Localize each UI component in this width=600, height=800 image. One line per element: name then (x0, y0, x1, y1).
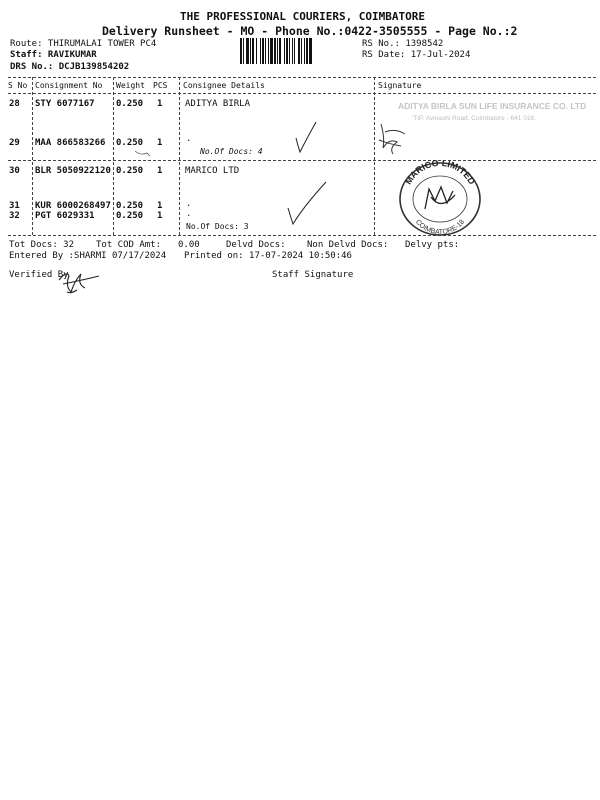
row-consignment: BLR 5050922120 (35, 166, 111, 176)
row-weight: 0.250 (116, 99, 144, 109)
barcode-bar (274, 38, 276, 64)
row-consignee: ADITYA BIRLA (185, 99, 251, 109)
rs-number: RS No.: 1398542 (362, 39, 444, 49)
col-divider (113, 77, 114, 235)
scribble-icon (133, 148, 153, 158)
barcode-bar (246, 38, 249, 64)
aditya-stamp-line1: ADITYA BIRLA SUN LIFE INSURANCE CO. LTD (398, 101, 587, 111)
header-signature: Signature (378, 81, 422, 90)
row-sno: 30 (9, 166, 20, 176)
marico-stamp-top-text: MARICO LIMITED (402, 157, 478, 187)
barcode-bar (284, 38, 285, 64)
col-divider (32, 77, 33, 235)
header-consignee: Consignee Details (183, 81, 265, 90)
row-pcs: 1 (157, 99, 163, 109)
row-consignment: MAA 866583266 (35, 138, 106, 148)
svg-text:COIMBATORE-18 (414, 219, 466, 237)
runsheet-subtitle: Delivery Runsheet - MO - Phone No.:0422-3505555 - Page No.:2 (102, 24, 518, 38)
header-sno: S No (8, 81, 28, 90)
barcode-bar (304, 38, 305, 64)
row-pcs: 1 (157, 211, 163, 221)
row-pcs: 1 (157, 166, 163, 176)
table-bottom-rule (8, 235, 596, 236)
delivery-points: Delvy pts: (405, 240, 460, 250)
marico-stamp-bottom-text: COIMBATORE-18 (413, 218, 467, 237)
barcode-bar (270, 38, 273, 64)
barcode-bar (262, 38, 264, 64)
tick-mark-icon (282, 178, 332, 228)
row-consignee: . (186, 199, 192, 209)
header-pcs: PCS (153, 81, 168, 90)
barcode-bar (306, 38, 308, 64)
barcode-bar (256, 38, 257, 64)
row-consignee: . (186, 134, 192, 144)
header-weight: Weight (116, 81, 145, 90)
row-consignee: MARICO LTD (185, 166, 240, 176)
barcode-bar (252, 38, 254, 64)
barcode-bar (301, 38, 302, 64)
barcode-bar (279, 38, 281, 64)
barcode-bar (298, 38, 300, 64)
barcode-bar (289, 38, 290, 64)
barcode-bar (268, 38, 269, 64)
row-sno: 31 (9, 201, 20, 211)
total-cod-label: Tot COD Amt: (96, 240, 162, 250)
marico-stamp-icon (395, 157, 485, 237)
row-sno: 28 (9, 99, 20, 109)
barcode-bar (277, 38, 278, 64)
row-pcs: 1 (157, 201, 163, 211)
aditya-stamp-line2: 'TIP, Avinashi Road, Coimbatore - 641 018. (412, 115, 536, 122)
group-divider (8, 160, 596, 161)
header-consignment: Consignment No (35, 81, 103, 90)
row-weight: 0.250 (116, 138, 144, 148)
delivered-docs: Delvd Docs: (226, 240, 286, 250)
verifier-signature-icon (55, 266, 105, 298)
barcode-bar (265, 38, 266, 64)
barcode-bar (286, 38, 288, 64)
row-consignment: KUR 6000268497 (35, 201, 111, 211)
verified-by: Verified By (9, 270, 69, 280)
row-weight: 0.250 (116, 211, 144, 221)
barcode-bar (260, 38, 261, 64)
row-pcs: 1 (157, 138, 163, 148)
drs-number: DRS No.: DCJB139854202 (10, 62, 130, 72)
staff-label: Staff: RAVIKUMAR (10, 50, 97, 60)
row-weight: 0.250 (116, 166, 144, 176)
non-delivered-docs: Non Delvd Docs: (307, 240, 389, 250)
printed-on: Printed on: 17-07-2024 10:50:46 (184, 251, 352, 261)
row-sno: 32 (9, 211, 20, 221)
barcode-bar (240, 38, 242, 64)
barcode-bar (243, 38, 244, 64)
total-cod-value: 0.00 (178, 240, 200, 250)
staff-signature-label: Staff Signature (272, 270, 354, 280)
row-consignment: STY 6077167 (35, 99, 95, 109)
entered-by: Entered By :SHARMI 07/17/2024 (9, 251, 167, 261)
col-divider (179, 77, 180, 235)
route-label: Route: THIRUMALAI TOWER PC4 (10, 39, 157, 49)
total-docs: Tot Docs: 32 (9, 240, 75, 250)
row-sno: 29 (9, 138, 20, 148)
rs-date: RS Date: 17-Jul-2024 (362, 50, 471, 60)
tick-mark-icon (292, 118, 322, 158)
barcode-bar (292, 38, 293, 64)
barcode-bar (250, 38, 251, 64)
row-consignee: . (186, 209, 192, 219)
row-weight: 0.250 (116, 201, 144, 211)
row-consignment: PGT 6029331 (35, 211, 95, 221)
barcode-bar (309, 38, 312, 64)
barcode-bar (294, 38, 295, 64)
docs-count: No.Of Docs: 4 (200, 147, 263, 156)
table-header-rule (8, 93, 596, 94)
svg-text:MARICO LIMITED (403, 158, 477, 187)
runsheet-title: THE PROFESSIONAL COURIERS, COIMBATORE (180, 10, 426, 23)
signature-scrawl-icon (375, 118, 411, 158)
docs-count: No.Of Docs: 3 (186, 222, 249, 231)
barcode (240, 38, 355, 64)
table-top-rule (8, 77, 596, 78)
